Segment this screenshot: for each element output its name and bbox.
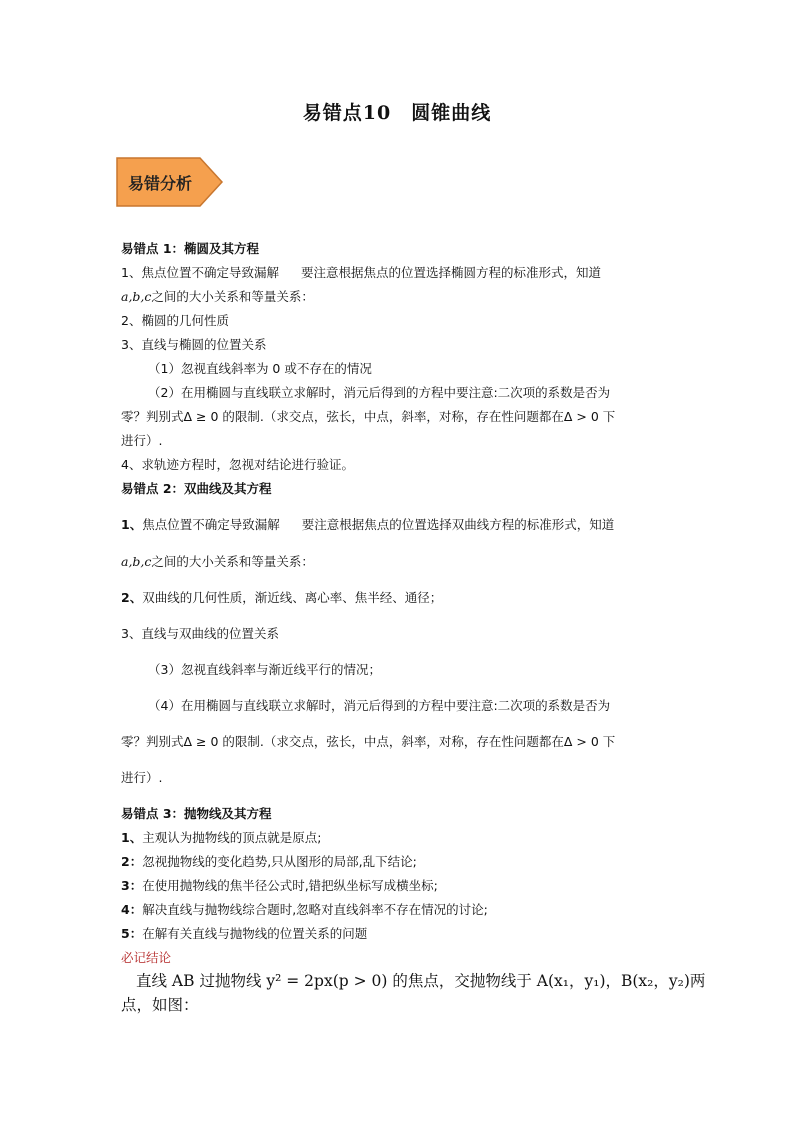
page-title: 易错点10 圆锥曲线 — [302, 102, 492, 124]
conclusion-heading: 必记结论 — [121, 950, 172, 965]
item-number: 2、 — [121, 590, 143, 605]
item-text: 在解有关直线与抛物线的位置关系的问题 — [142, 926, 368, 941]
text-line: （3）忽视直线斜率与渐近线平行的情况； — [148, 662, 381, 677]
section-heading-ellipse: 易错点 1：椭圆及其方程 — [121, 241, 260, 256]
text-span: 双曲线的几何性质，渐近线、离心率、焦半经、通径； — [142, 590, 443, 605]
text-line: 3、直线与双曲线的位置关系 — [121, 626, 279, 641]
list-item — [121, 877, 438, 895]
conclusion-text-line: 直线 AB 过抛物线 y² = 2px(p > 0) 的焦点，交抛物线于 A(x₁，y₁)，B(x₂，y₂)两 — [136, 972, 706, 990]
list-item — [121, 853, 417, 871]
math-expression: a,b,c — [121, 554, 152, 569]
text-span: 要注意根据焦点的位置选择双曲线方程的标准形式，知道 — [301, 517, 615, 532]
item-number: 2： — [121, 854, 143, 869]
list-item — [121, 829, 321, 847]
text-span: 要注意根据焦点的位置选择椭圆方程的标准形式，知道 — [300, 265, 601, 280]
conclusion-text-line: 点，如图： — [121, 996, 199, 1014]
text-span: 之间的大小关系和等量关系： — [151, 554, 314, 569]
section-heading-parabola: 易错点 3：抛物线及其方程 — [121, 806, 272, 821]
text-line: 2、椭圆的几何性质 — [121, 313, 229, 328]
text-line — [121, 264, 601, 282]
text-line: （4）在用椭圆与直线联立求解时，消元后得到的方程中要注意:二次项的系数是否为 — [148, 698, 611, 713]
math-expression: a,b,c — [121, 289, 152, 304]
section-badge — [116, 157, 224, 207]
item-number: 1、 — [121, 830, 143, 845]
item-text: 解决直线与抛物线综合题时,忽略对直线斜率不存在情况的讨论; — [142, 902, 488, 917]
text-line: 零？判别式Δ ≥ 0 的限制.（求交点，弦长，中点，斜率，对称，存在性问题都在Δ > 0 下 — [121, 734, 616, 749]
item-text: 主观认为抛物线的顶点就是原点; — [142, 830, 322, 845]
item-number: 4： — [121, 902, 143, 917]
text-line: 零？判别式Δ ≥ 0 的限制.（求交点，弦长，中点，斜率，对称，存在性问题都在Δ > 0 下 — [121, 409, 616, 424]
text-line: 4、求轨迹方程时，忽视对结论进行验证。 — [121, 457, 354, 472]
text-line: （2）在用椭圆与直线联立求解时，消元后得到的方程中要注意:二次项的系数是否为 — [148, 385, 611, 400]
list-item — [121, 901, 488, 919]
item-number: 5： — [121, 926, 143, 941]
text-line: 进行）. — [121, 433, 163, 448]
text-line — [121, 553, 314, 571]
text-line: （1）忽视直线斜率为 0 或不存在的情况 — [148, 361, 372, 376]
badge-label: 易错分析 — [128, 174, 193, 193]
item-text: 在使用抛物线的焦半径公式时,错把纵坐标写成横坐标; — [142, 878, 438, 893]
item-number: 3： — [121, 878, 143, 893]
text-line — [121, 288, 314, 306]
text-line — [121, 589, 442, 607]
item-number: 1、 — [121, 517, 143, 532]
text-span: 焦点位置不确定导致漏解 — [142, 517, 280, 532]
text-line: 3、直线与椭圆的位置关系 — [121, 337, 267, 352]
item-text: 忽视抛物线的变化趋势,只从图形的局部,乱下结论; — [142, 854, 417, 869]
text-span: 之间的大小关系和等量关系： — [151, 289, 314, 304]
text-span: 1、焦点位置不确定导致漏解 — [121, 265, 279, 280]
text-line — [121, 516, 614, 534]
text-line: 进行）. — [121, 770, 163, 785]
list-item — [121, 925, 367, 943]
section-heading-hyperbola: 易错点 2：双曲线及其方程 — [121, 481, 272, 496]
